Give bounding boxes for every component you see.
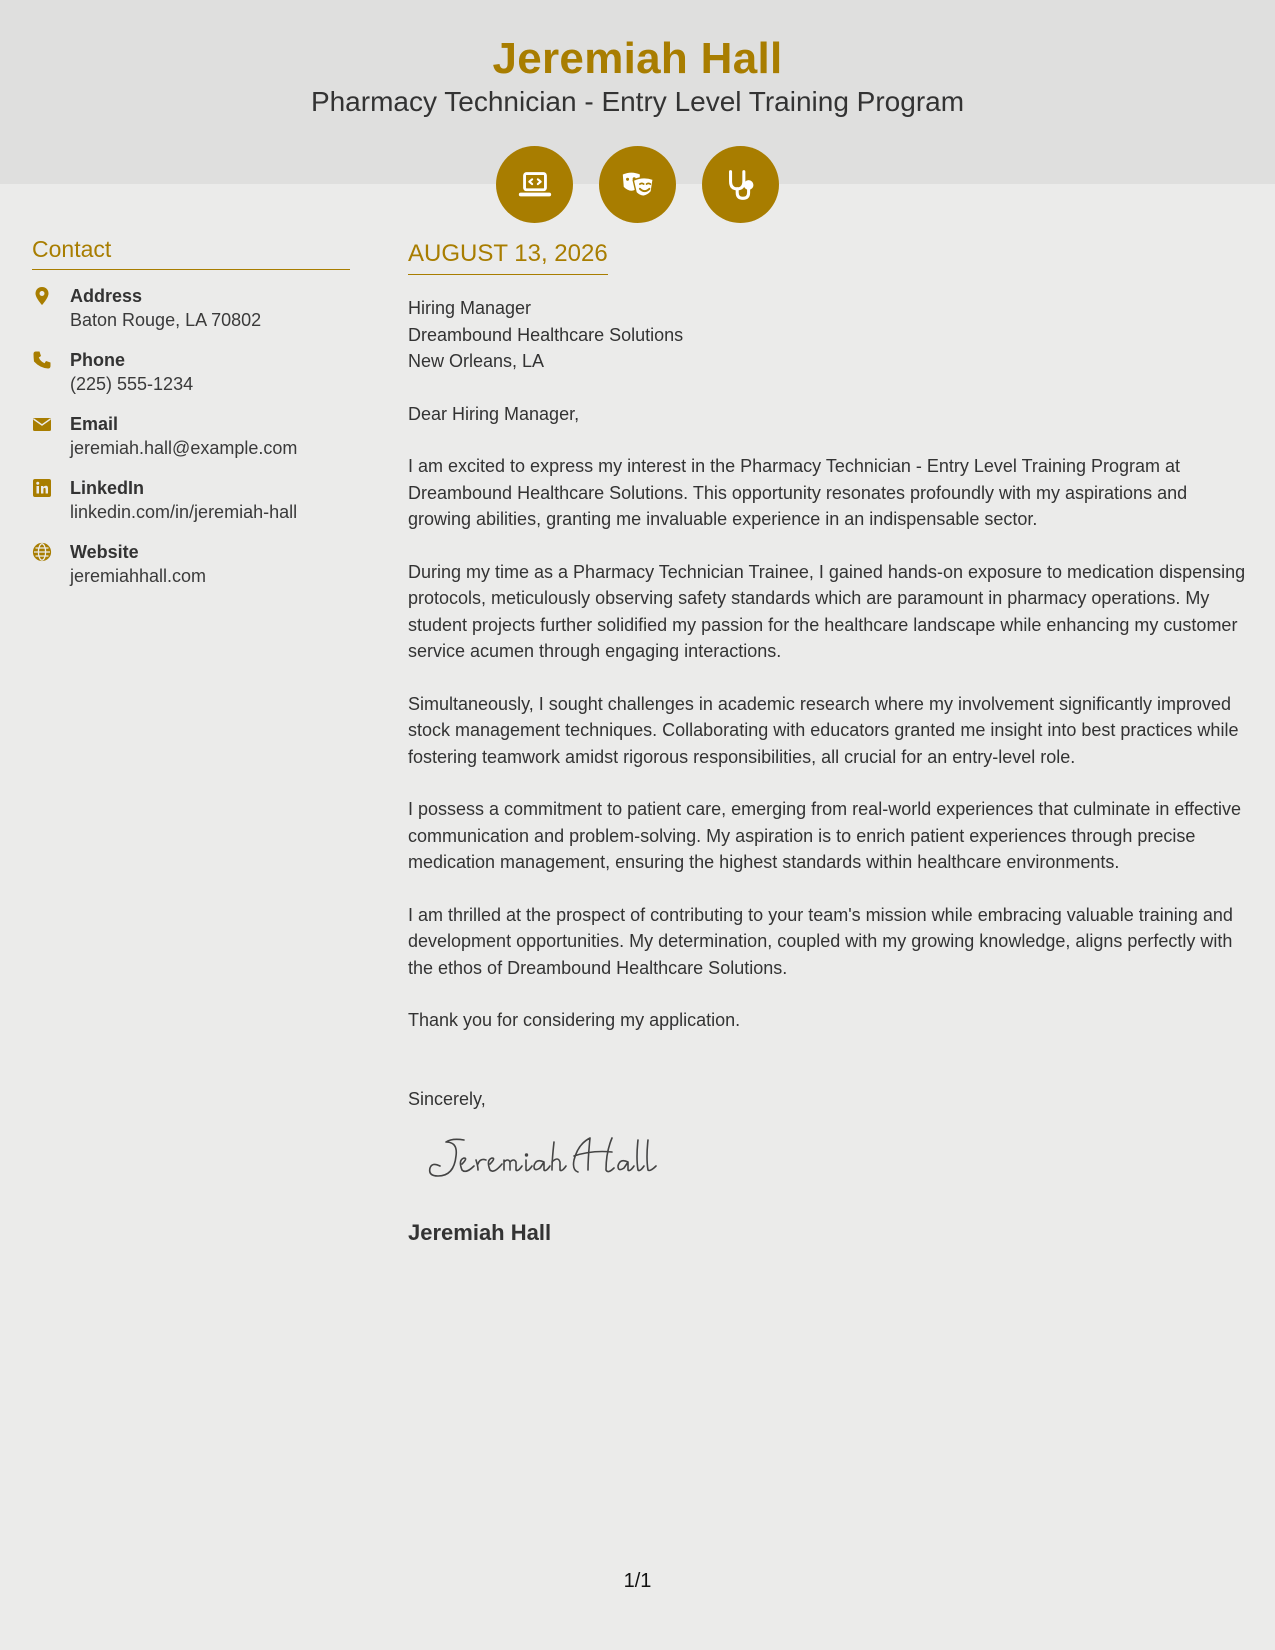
linkedin-icon (32, 476, 70, 524)
letter-paragraph: I am excited to express my interest in the Pharmacy Technician - Entry Level Training Program at Dreambound Healthcare Solutions. This opportunity resonates profoundly with my aspirations and growing abilities, granting me invaluable experience in an indispensable sector. (408, 456, 1188, 529)
contact-website (32, 540, 350, 588)
salutation: Dear Hiring Manager, (408, 403, 580, 424)
letter-paragraph: I am thrilled at the prospect of contributing to your team's mission while embracing valuable training and development opportunities. My determination, coupled with my growing knowledge, aligns perfectly with the ethos of Dreambound Healthcare Solutions. (408, 904, 1233, 978)
recipient-location: New Orleans, LA (408, 351, 545, 371)
recipient-name: Hiring Manager (408, 298, 532, 318)
letter-paragraph: During my time as a Pharmacy Technician Trainee, I gained hands-on exposure to medication dispensing protocols, meticulously observing safety standards which are paramount in pharmacy operations. My student projects further solidified my passion for the healthcare landscape while enhancing my customer service acumen through engaging interactions. (408, 561, 1246, 661)
contact-sidebar (32, 236, 350, 604)
address-value: Baton Rouge, LA 70802 (70, 310, 262, 330)
website-value[interactable]: jeremiahhall.com (70, 566, 207, 586)
stethoscope-icon (702, 146, 779, 223)
letter-date: AUGUST 13, 2026 (408, 240, 608, 275)
linkedin-value[interactable]: linkedin.com/in/jeremiah-hall (70, 502, 298, 522)
closing: Sincerely, (408, 1088, 486, 1109)
job-title: Pharmacy Technician - Entry Level Training Program (310, 86, 965, 117)
contact-heading: Contact (32, 236, 350, 270)
contact-phone (32, 348, 350, 396)
header-icons (496, 146, 779, 223)
handwritten-signature (422, 1130, 1253, 1190)
contact-address (32, 284, 350, 332)
email-label: Email (70, 414, 119, 434)
globe-icon (32, 540, 70, 588)
page-number: 1/1 (623, 1570, 652, 1592)
address-label: Address (70, 286, 143, 306)
phone-icon (32, 348, 70, 396)
phone-value: (225) 555-1234 (70, 374, 194, 394)
letter-paragraph: Simultaneously, I sought challenges in academic research where my involvement significantly improved stock management techniques. Collaborating with educators granted me insight into best practices while fostering teamwork amidst rigorous responsibilities, all crucial for an entry-level role. (408, 693, 1239, 767)
laptop-code-icon (496, 146, 573, 223)
email-value[interactable]: jeremiah.hall@example.com (70, 438, 298, 458)
letter-paragraph: Thank you for considering my application. (408, 1010, 741, 1030)
masks-theater-icon (599, 146, 676, 223)
website-label: Website (70, 542, 139, 562)
location-pin-icon (32, 284, 70, 332)
recipient-company: Dreambound Healthcare Solutions (408, 324, 684, 345)
phone-label: Phone (70, 350, 126, 370)
letter-paragraph: I possess a commitment to patient care, emerging from real-world experiences that culminate in effective communication and problem-solving. My aspiration is to enrich patient experiences through precise medication management, ensuring the highest standards within healthcare environments. (408, 799, 1242, 872)
letter-body (408, 240, 1253, 1246)
candidate-name: Jeremiah Hall (492, 34, 783, 83)
envelope-icon (32, 412, 70, 460)
linkedin-label: LinkedIn (70, 478, 145, 498)
contact-email (32, 412, 350, 460)
signer-name: Jeremiah Hall (408, 1220, 552, 1245)
recipient-block (408, 295, 1253, 375)
contact-linkedin (32, 476, 350, 524)
